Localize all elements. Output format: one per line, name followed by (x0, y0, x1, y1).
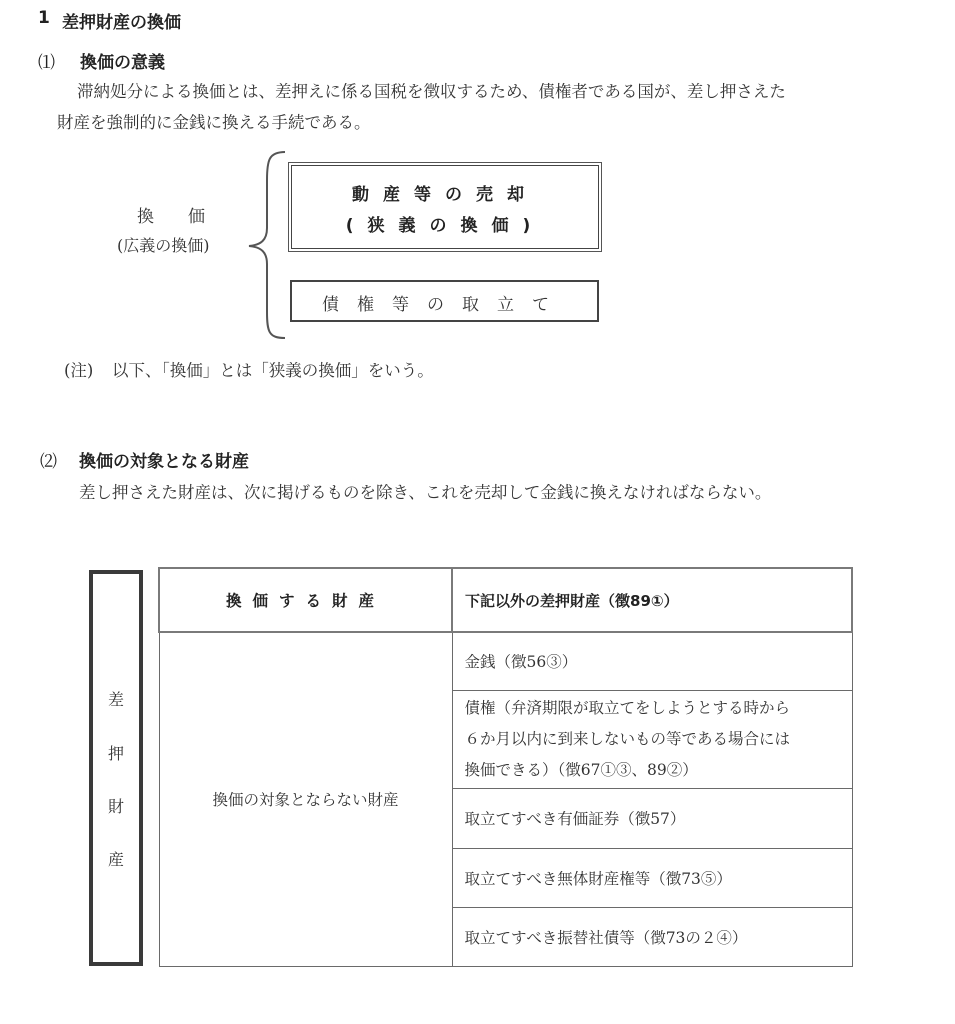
table-header-row (159, 568, 852, 632)
header-right: 下記以外の差押財産（徴89①） (452, 568, 852, 632)
note-text: 以下、「換価」とは「狭義の換価」をいう。 (112, 361, 434, 380)
row-cell-line: ６か月以内に到来しないもの等である場合には (464, 729, 791, 748)
group-label: 換価の対象とならない財産 (159, 632, 452, 966)
section-title: 差押財産の換価 (62, 13, 181, 33)
box1-line1: 動産等の売却 (352, 185, 538, 205)
table-row (159, 632, 852, 690)
row-cell-line: 換価できる）（徴67①③、89②） (464, 760, 698, 779)
row-cell-line: 債権（弁済期限が取立てをしようとする時から (464, 698, 791, 717)
side-label-char: 押 (107, 744, 124, 763)
sub2-title: 換価の対象となる財産 (79, 452, 249, 472)
sub1-title: 換価の意義 (80, 53, 165, 73)
curly-brace-icon (245, 150, 293, 340)
side-label-char: 財 (107, 797, 124, 816)
property-table (158, 567, 853, 967)
sub1-paragraph-line2: 財産を強制的に金銭に換える手続である。 (57, 113, 371, 132)
side-label-char: 産 (107, 850, 124, 869)
header-left: 換価する財産 (159, 568, 452, 632)
section-number: 1 (38, 8, 50, 28)
box-narrow-sense-conversion (288, 162, 602, 252)
box1-line2: (狭義の換価) (345, 216, 545, 236)
diagram-label-main: 換 価 (137, 207, 205, 227)
row-cell: 金銭（徴56③） (452, 632, 852, 690)
row-cell: 取立てすべき有価証券（徴57） (452, 788, 852, 848)
sub2-number: ⑵ (40, 452, 57, 472)
box-collection-of-claims (290, 280, 599, 322)
sub1-number: ⑴ (38, 53, 55, 73)
box2-line: 債権等の取立て (322, 295, 567, 315)
sub1-paragraph-line1: 滞納処分による換価とは、差押えに係る国税を徴収するため、債権者である国が、差し押さえた (77, 82, 786, 101)
side-label-char: 差 (107, 690, 124, 709)
row-cell: 取立てすべき振替社債等（徴73の２④） (452, 907, 852, 966)
sub2-paragraph: 差し押さえた財産は、次に掲げるものを除き、これを売却して金銭に換えなければならない。 (79, 483, 772, 502)
note-marker: (注) (64, 361, 94, 380)
diagram-label-sub: (広義の換価) (117, 236, 210, 255)
side-label-box (89, 570, 143, 966)
row-cell-multiline (452, 690, 852, 788)
row-cell: 取立てすべき無体財産権等（徴73⑤） (452, 848, 852, 907)
